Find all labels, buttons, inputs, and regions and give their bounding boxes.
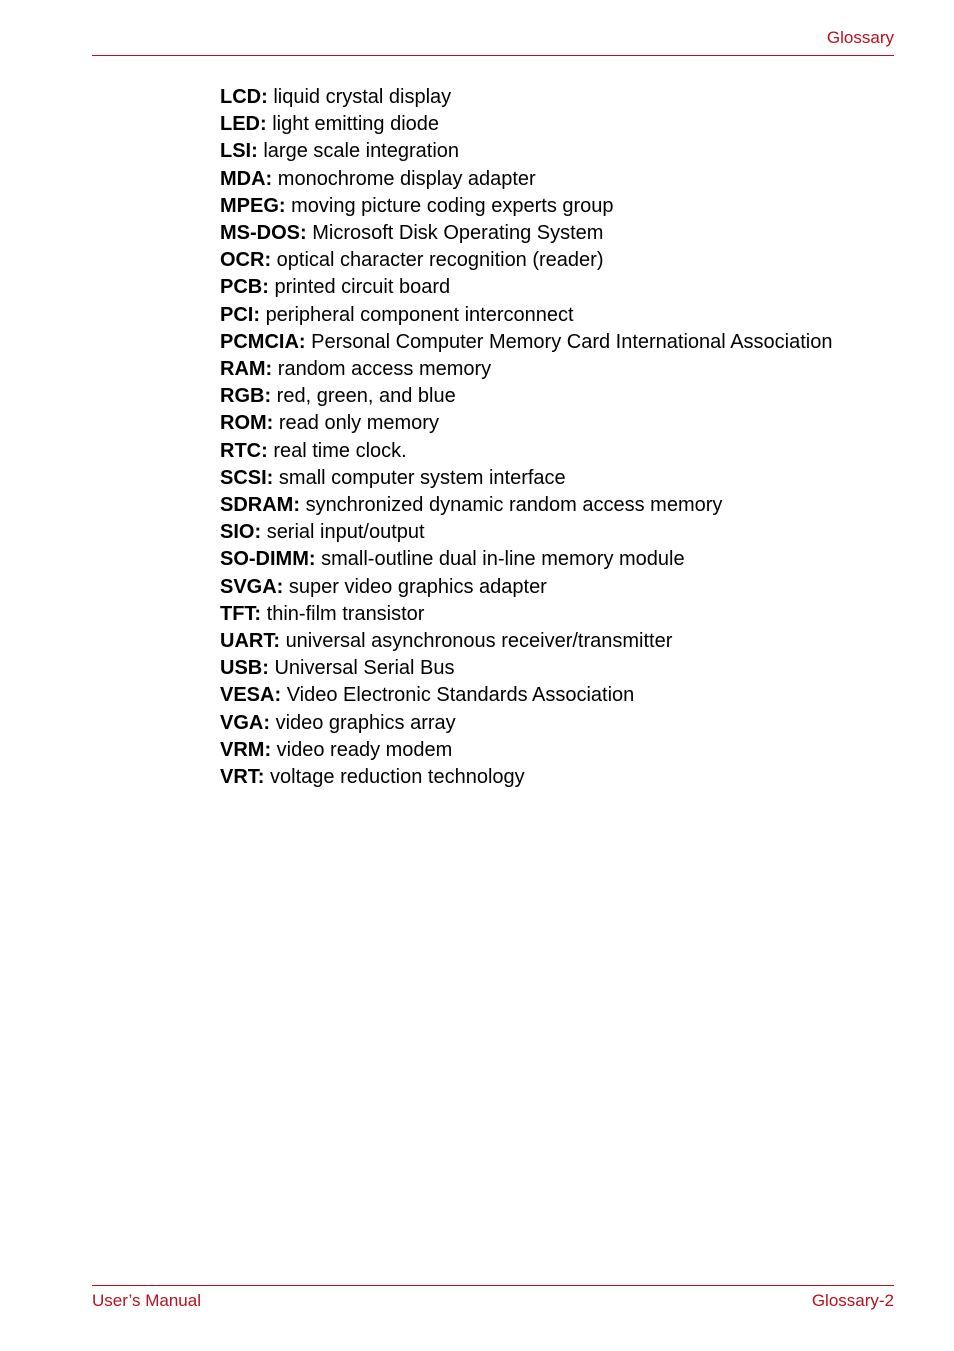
glossary-definition: large scale integration bbox=[263, 140, 460, 163]
glossary-definition: Universal Serial Bus bbox=[274, 657, 455, 680]
glossary-definition: thin-film transistor bbox=[266, 602, 425, 625]
glossary-definition: optical character recognition (reader) bbox=[276, 249, 604, 272]
glossary-entry bbox=[220, 329, 832, 356]
glossary-term: SCSI: bbox=[220, 466, 274, 489]
glossary-entry bbox=[220, 655, 832, 682]
footer-page-number: Glossary-2 bbox=[811, 1291, 894, 1310]
glossary-entry bbox=[220, 193, 832, 220]
glossary-entry bbox=[220, 247, 832, 274]
glossary-term: RGB: bbox=[220, 385, 272, 408]
glossary-definition: small-outline dual in-line memory module bbox=[321, 548, 685, 571]
glossary-term: USB: bbox=[220, 657, 269, 680]
glossary-entry bbox=[220, 601, 832, 628]
glossary-definition: read only memory bbox=[278, 412, 439, 435]
glossary-definition: voltage reduction technology bbox=[270, 766, 525, 789]
glossary-term: SO-DIMM: bbox=[220, 548, 316, 571]
glossary-entry bbox=[220, 628, 832, 655]
glossary-term: VGA: bbox=[220, 711, 270, 734]
glossary-entry bbox=[220, 111, 832, 138]
glossary-term: RAM: bbox=[220, 358, 273, 381]
footer-divider bbox=[92, 1285, 894, 1286]
glossary-entry bbox=[220, 410, 832, 437]
glossary-definition: small computer system interface bbox=[278, 466, 566, 489]
footer-manual-title: User’s Manual bbox=[92, 1291, 201, 1310]
glossary-definition: printed circuit board bbox=[274, 276, 451, 299]
page-header-title: Glossary bbox=[826, 28, 894, 47]
glossary-term: MS-DOS: bbox=[220, 222, 307, 245]
glossary-definition: video ready modem bbox=[276, 738, 453, 761]
glossary-entry bbox=[220, 710, 832, 737]
glossary-definition: Microsoft Disk Operating System bbox=[312, 222, 604, 245]
glossary-term: MDA: bbox=[220, 167, 273, 190]
glossary-definition: peripheral component interconnect bbox=[265, 303, 574, 326]
glossary-definition: synchronized dynamic random access memory bbox=[305, 494, 723, 517]
glossary-definition: moving picture coding experts group bbox=[291, 194, 614, 217]
glossary-term: PCMCIA: bbox=[220, 330, 306, 353]
glossary-entry bbox=[220, 302, 832, 329]
glossary-term: SVGA: bbox=[220, 575, 284, 598]
glossary-term: SDRAM: bbox=[220, 494, 300, 517]
glossary-term: TFT: bbox=[220, 602, 262, 625]
glossary-term: PCI: bbox=[220, 303, 260, 326]
glossary-definition: video graphics array bbox=[275, 711, 456, 734]
glossary-term: UART: bbox=[220, 630, 280, 653]
glossary-term: LED: bbox=[220, 113, 267, 136]
glossary-entry bbox=[220, 764, 832, 791]
glossary-term: MPEG: bbox=[220, 194, 286, 217]
glossary-list bbox=[220, 84, 832, 791]
glossary-entry bbox=[220, 166, 832, 193]
glossary-definition: Personal Computer Memory Card International Association bbox=[311, 330, 833, 353]
glossary-term: PCB: bbox=[220, 276, 269, 299]
glossary-definition: monochrome display adapter bbox=[277, 167, 536, 190]
glossary-definition: light emitting diode bbox=[272, 113, 440, 136]
glossary-entry bbox=[220, 737, 832, 764]
glossary-definition: super video graphics adapter bbox=[288, 575, 547, 598]
glossary-term: OCR: bbox=[220, 249, 272, 272]
glossary-definition: red, green, and blue bbox=[276, 385, 456, 408]
glossary-term: LSI: bbox=[220, 140, 258, 163]
glossary-term: RTC: bbox=[220, 439, 268, 462]
glossary-definition: real time clock. bbox=[273, 439, 407, 462]
glossary-definition: liquid crystal display bbox=[273, 86, 452, 108]
glossary-definition: Video Electronic Standards Association bbox=[286, 684, 635, 707]
glossary-entry bbox=[220, 492, 832, 519]
glossary-definition: serial input/output bbox=[266, 521, 425, 544]
glossary-entry bbox=[220, 438, 832, 465]
glossary-entry bbox=[220, 465, 832, 492]
glossary-term: VRM: bbox=[220, 738, 272, 761]
glossary-term: ROM: bbox=[220, 412, 274, 435]
glossary-entry bbox=[220, 519, 832, 546]
glossary-entry bbox=[220, 220, 832, 247]
glossary-entry bbox=[220, 682, 832, 709]
glossary-entry bbox=[220, 138, 832, 165]
glossary-term: VESA: bbox=[220, 684, 282, 707]
glossary-entry bbox=[220, 274, 832, 301]
glossary-term: LCD: bbox=[220, 86, 268, 108]
glossary-entry bbox=[220, 574, 832, 601]
glossary-entry bbox=[220, 546, 832, 573]
glossary-term: VRT: bbox=[220, 766, 265, 789]
glossary-definition: random access memory bbox=[277, 358, 492, 381]
glossary-entry bbox=[220, 356, 832, 383]
glossary-term: SIO: bbox=[220, 521, 262, 544]
glossary-definition: universal asynchronous receiver/transmitter bbox=[285, 630, 673, 653]
glossary-entry bbox=[220, 84, 832, 111]
header-divider bbox=[92, 55, 894, 56]
glossary-entry bbox=[220, 383, 832, 410]
